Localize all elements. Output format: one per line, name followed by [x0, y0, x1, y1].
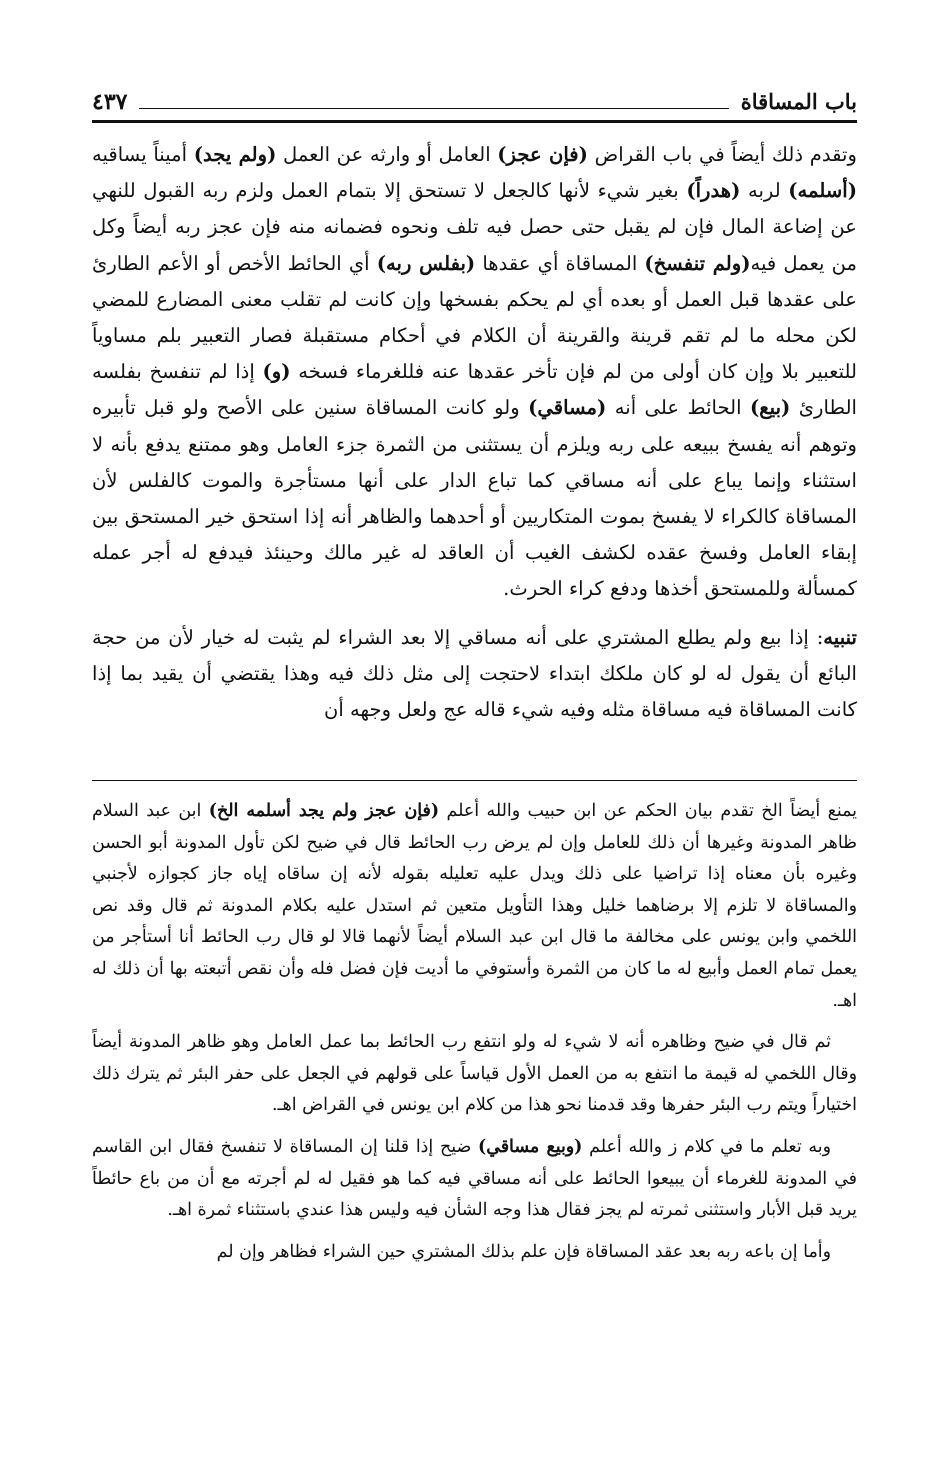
footnote-paragraph [92, 1027, 857, 1122]
text-run: يمنع أيضاً الخ تقدم بيان الحكم عن ابن حبيب والله أعلم [439, 801, 857, 821]
footnote-paragraph [92, 1237, 857, 1269]
text-run: المساقاة أي عقدها [475, 251, 645, 275]
bold-term: (ولم تنفسخ) [644, 251, 751, 275]
header-divider [92, 120, 857, 123]
main-paragraph [92, 137, 857, 608]
chapter-title: باب المساقاة [740, 89, 857, 114]
text-run: : إذا بيع ولم يطلع المشتري على أنه مساقي إلا بعد الشراء لم يثبت له خيار لأن من حجة البائع أن يقول له لو كان ملكك ابتداء لاحتجت إلى مثل ذلك فيه وهذا يقتضي أن يقيد بما إذا كانت المساقاة فيه مساقاة مثله وفيه شيء قاله عج ولعل وجهه أن [92, 625, 857, 722]
footnotes [92, 796, 857, 1268]
footnote-separator [92, 780, 857, 781]
bold-term: (ولم يجد) [193, 143, 277, 166]
bold-term: (و) [262, 360, 291, 384]
bold-term: (بفلس ربه) [376, 251, 476, 275]
text-run: العامل أو وارثه عن العمل [276, 143, 498, 166]
running-header [92, 80, 857, 116]
bold-term: (هدراً) [686, 179, 741, 203]
text-run: وبه تعلم ما في كلام ز والله أعلم [582, 1136, 831, 1157]
text-run: بغير شيء لأنها كالجعل لا تستحق إلا بتمام العمل ولزم ربه القبول للنهي عن إضاعة المال فإن لم يقبل حتى حصل فيه تلف ونحوه فضمانه منه فإن عجز ربه أيضاً وكل من يعمل فيه [92, 179, 857, 275]
text-run: ابن عبد السلام ظاهر المدونة وغيرها أن ذلك للعامل وإن لم يرض رب الحائط قال في ضيح لكن تأول المدونة أبو الحسن وغيره بأن معناه إذا تراضيا على ذلك ويدل عليه تعليله بقوله لأنه إن ساقاه إياه جاز كجوازه لأجنبي والمساقاة لا تلزم إلا برضاهما خليل وهذا التأويل متعين ثم استدل عليه بكلام المدونة ثم قال وقد نص اللخمي وابن يونس على مخالفة ما قال ابن عبد السلام أيضاً لأنهما قالا لو قال رب الحائط أنا أستأجر من يعمل تمام العمل وأبيع له ما كان من الثمرة وأستوفي ما أديت فإن فضل فله وأن نقص أتبعته بها أن ذلك له اهـ. [92, 801, 857, 1011]
text-run: ثم قال في ضيح وظاهره أنه لا شيء له ولو انتفع رب الحائط بما عمل العامل وهو ظاهر المدونة أيضاً وقال اللخمي له قيمة ما انتفع به من العمل الأول قياساً على قولهم في الجعل على حفر البئر ثم يترك ذلك اختياراً ويتم رب البئر حفرها وقد قدمنا نحو هذا من كلام ابن يونس في القراض اهـ. [92, 1032, 857, 1116]
text-run: أي الحائط الأخص أو الأعم الطارئ على عقدها قبل العمل أو بعده أي لم يحكم بفسخها وإن كانت لم تقلب معنى المضارع للمضي لكن محله ما لم تقم قرينة والقرينة أن الكلام في أحكام مستقبلة فصار التعبير بلم مساوياً للتعبير بلا وإن كان أولى من لم فإن تأخر عقدها عنه فللغرماء فسخه [92, 251, 857, 384]
footnote-paragraph [92, 1132, 857, 1227]
text-run: إذا لم تنفسخ بفلسه الطارئ [92, 360, 857, 420]
page-number: ٤٣٧ [92, 89, 128, 115]
bold-term: (وبيع مساقي) [478, 1136, 583, 1157]
text-run: لربه [740, 179, 789, 203]
bold-term: (فإن عجز) [497, 143, 588, 166]
main-text [92, 137, 857, 728]
text-run: ولو كانت المساقاة سنين على الأصح ولو قبل تأبيره وتوهم أنه يفسخ ببيعه على ربه ويلزم أن يستثنى من الثمرة جزء العامل وهو ممتنع يدفع بأنه لا استثناء وإنما يباع على أنه مساقي كما تباع الدار على أنها مستأجرة والموت كالفلس لأن المساقاة كالكراء لا يفسخ بموت المتكاريين أو أحدهما والظاهر أنه إذا استحق خير المستحق بين إبقاء العامل وفسخ عقده لكشف الغيب أن العاقد له غير مالك وحينئذ فيدفع له أجر عمله كمسألة وللمستحق أخذها ودفع كراء الحرث. [92, 396, 857, 601]
bold-term: (أسلمه) [788, 179, 857, 203]
footnote-paragraph [92, 796, 857, 1017]
text-run: الحائط على أنه [606, 396, 750, 420]
text-run: وأما إن باعه ربه بعد عقد المساقاة فإن علم بذلك المشتري حين الشراء فظاهر وإن لم [216, 1241, 831, 1262]
text-run: وتقدم ذلك أيضاً في باب القراض [587, 143, 857, 166]
text-run: ضيح إذا قلنا إن المساقاة لا تنفسخ فقال ابن القاسم في المدونة للغرماء أن يبيعوا الحائط على أنه مساقي فيه كما هو فقيل له لم أجرته مع أن من باع حائطاً يريد قبل الأبار واستثنى ثمرته لم يجز فقال هذا وجه الشأن فيه وليس هذا عندي باستثناء ثمرة اهـ. [92, 1136, 857, 1221]
bold-term: تنبيه [823, 625, 857, 649]
bold-term: (بيع) [749, 396, 791, 420]
text-run: أميناً يساقيه [92, 143, 194, 166]
bold-term: (مساقي) [528, 396, 607, 420]
bold-term: (فإن عجز ولم يجد أسلمه الخ) [208, 801, 440, 821]
main-paragraph-notice [92, 620, 857, 729]
header-rule [139, 108, 728, 109]
